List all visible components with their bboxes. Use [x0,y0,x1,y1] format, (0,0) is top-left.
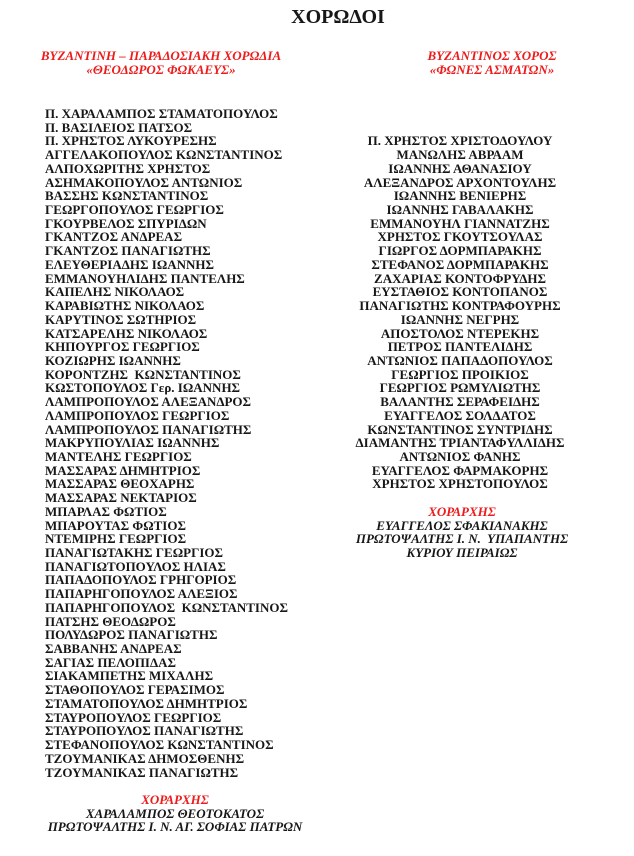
choir-member-name: ΑΛΠΟΧΩΡΙΤΗΣ ΧΡΗΣΤΟΣ [45,160,211,176]
right-choir-member-list [320,134,600,491]
choir-member-name: ΙΩΑΝΝΗΣ ΓΑΒΑΛΑΚΗΣ [386,202,534,218]
choir-member-name: ΣΑΓΙΑΣ ΠΕΛΟΠΙΔΑΣ [45,654,177,670]
choir-member-name: ΠΑΝΑΓΙΩΤΑΚΗΣ ΓΕΩΡΓΙΟΣ [45,545,224,560]
right-conductor-title-line2: ΚΥΡΙΟΥ ΠΕΙΡΑΙΩΣ [406,545,518,561]
choir-member-name: ΙΩΑΝΝΗΣ ΒΕΝΙΕΡΗΣ [393,188,527,204]
choir-member-name: ΓΕΩΡΓΙΟΣ ΡΩΜΥΛΙΩΤΗΣ [379,380,541,396]
choir-member-name: ΜΑΣΣΑΡΑΣ ΘΕΟΧΑΡΗΣ [45,476,195,492]
right-choir-name: ΒΥΖΑΝΤΙΝΟΣ ΧΟΡΟΣ [427,48,557,63]
choir-member-name: ΓΚΑΝΤΖΟΣ ΠΑΝΑΓΙΩΤΗΣ [45,243,211,259]
choir-member-name: ΠΕΤΡΟΣ ΠΑΝΤΕΛΙΔΗΣ [387,339,533,355]
choir-member-name: ΚΑΤΣΑΡΕΛΗΣ ΝΙΚΟΛΑΟΣ [45,325,208,341]
choir-member-name: Π. ΧΡΗΣΤΟΣ ΧΡΙΣΤΟΔΟΥΛΟΥ [367,133,553,149]
choir-member-name: ΠΑΠΑΔΟΠΟΥΛΟΣ ΓΡΗΓΟΡΙΟΣ [45,572,237,588]
choir-member-name: ΜΑΣΣΑΡΑΣ ΔΗΜΗΤΡΙΟΣ [45,462,201,478]
left-choir-subname: «ΘΕΟΔΩΡΟΣ ΦΩΚΑΕΥΣ» [86,61,236,77]
choir-member-name: ΑΝΤΩΝΙΟΣ ΠΑΠΑΔΟΠΟΥΛΟΣ [367,352,553,368]
choir-member-name: ΣΙΑΚΑΜΠΕΤΗΣ ΜΙΧΑΛΗΣ [45,668,214,684]
left-conductor-name: ΧΑΡΑΛΑΜΠΟΣ ΘΕΟΤΟΚΑΤΟΣ [85,805,265,821]
choir-member-name: ΒΑΛΑΝΤΗΣ ΣΕΡΑΦΕΙΔΗΣ [380,394,540,410]
choir-member-name: ΜΠΑΡΟΥΤΑΣ ΦΩΤΙΟΣ [45,517,186,533]
choir-member-name: ΔΙΑΜΑΝΤΗΣ ΤΡΙΑΝΤΑΦΥΛΛΙΔΗΣ [355,435,565,451]
choir-member-name: ΜΑΚΡΥΠΟΥΛΙΑΣ ΙΩΑΝΝΗΣ [45,435,220,451]
choir-member-name: ΑΓΓΕΛΑΚΟΠΟΥΛΟΣ ΚΩΝΣΤΑΝΤΙΝΟΣ [45,147,283,163]
choir-member-name: ΠΑΠΑΡΗΓΟΠΟΥΛΟΣ ΚΩΝΣΤΑΝΤΙΝΟΣ [45,599,288,615]
choir-member-name: ΣΑΒΒΑΝΗΣ ΑΝΔΡΕΑΣ [45,641,182,657]
right-conductor-role-label: ΧΟΡΑΡΧΗΣ [428,503,496,519]
right-conductor-title-line1: ΠΡΩΤΟΨΑΛΤΗΣ Ι. Ν. ΥΠΑΠΑΝΤΗΣ [355,531,569,547]
choir-member-name: ΧΡΗΣΤΟΣ ΧΡΗΣΤΟΠΟΥΛΟΣ [372,476,548,492]
choir-member-name: ΚΑΠΕΛΗΣ ΝΙΚΟΛΑΟΣ [45,284,185,300]
choir-member-name: ΚΩΝΣΤΑΝΤΙΝΟΣ ΣΥΝΤΡΙΔΗΣ [367,421,553,437]
choir-member-name: ΕΥΑΓΓΕΛΟΣ ΦΑΡΜΑΚΟΡΗΣ [371,462,549,478]
left-choir-name: ΒΥΖΑΝΤΙΝΗ – ΠΑΡΑΔΟΣΙΑΚΗ ΧΟΡΩΔΙΑ [40,48,282,63]
choir-member-name: ΚΩΣΤΟΠΟΥΛΟΣ Γερ. ΙΩΑΝΝΗΣ [45,380,241,396]
choir-member-name: ΓΕΩΡΓΙΟΣ ΠΡΟΙΚΙΟΣ [391,366,529,382]
choir-member-name: ΠΑΝΑΓΙΩΤΟΠΟΥΛΟΣ ΗΛΙΑΣ [45,558,226,574]
right-conductor-name: ΕΥΑΓΓΕΛΟΣ ΣΦΑΚΙΑΝΑΚΗΣ [376,517,548,533]
choir-member-name: ΣΤΑΘΟΠΟΥΛΟΣ ΓΕΡΑΣΙΜΟΣ [45,682,225,698]
choir-member-name: Π. ΧΑΡΑΛΑΜΠΟΣ ΣΤΑΜΑΤΟΠΟΥΛΟΣ [45,106,278,121]
left-conductor-title: ΠΡΩΤΟΨΑΛΤΗΣ Ι. Ν. ΑΓ. ΣΟΦΙΑΣ ΠΑΤΡΩΝ [47,819,303,835]
choir-member-name: ΕΜΜΑΝΟΥΗΛ ΓΙΑΝΝΑΤΖΗΣ [370,215,550,231]
choir-member-name: ΜΑΣΣΑΡΑΣ ΝΕΚΤΑΡΙΟΣ [45,490,197,506]
choir-member-name: ΕΜΜΑΝΟΥΗΛΙΔΗΣ ΠΑΝΤΕΛΗΣ [45,270,245,286]
choir-member-name: ΣΤΑΜΑΤΟΠΟΥΛΟΣ ΔΗΜΗΤΡΙΟΣ [45,695,248,711]
choir-member-name: ΕΥΑΓΓΕΛΟΣ ΣΟΛΔΑΤΟΣ [384,407,536,423]
choir-member-name: ΚΑΡΥΤΙΝΟΣ ΣΩΤΗΡΙΟΣ [45,311,197,327]
choir-member-name: Π. ΒΑΣΙΛΕΙΟΣ ΠΑΤΣΟΣ [45,119,193,135]
left-choir-header [11,49,311,76]
page-title: ΧΟΡΩΔΟΙ [291,6,385,28]
choir-member-name: ΚΑΡΑΒΙΩΤΗΣ ΝΙΚΟΛΑΟΣ [45,298,205,314]
choir-member-name: Π. ΧΡΗΣΤΟΣ ΛΥΚΟΥΡΕΣΗΣ [45,133,217,149]
choir-member-name: ΛΑΜΠΡΟΠΟΥΛΟΣ ΠΑΝΑΓΙΩΤΗΣ [45,421,252,437]
choir-member-name: ΓΚΑΝΤΖΟΣ ΑΝΔΡΕΑΣ [45,229,183,245]
choir-member-name: ΛΑΜΠΡΟΠΟΥΛΟΣ ΑΛΕΞΑΝΔΡΟΣ [45,394,252,410]
choir-member-name: ΜΠΑΡΛΑΣ ΦΩΤΙΟΣ [45,503,167,519]
left-choir-conductor-block [25,793,325,834]
choir-member-name: ΓΕΩΡΓΟΠΟΥΛΟΣ ΓΕΩΡΓΙΟΣ [45,202,224,218]
choir-member-name: ΛΑΜΠΡΟΠΟΥΛΟΣ ΓΕΩΡΓΙΟΣ [45,407,230,423]
right-choir-subname: «ΦΩΝΕΣ ΑΣΜΑΤΩΝ» [429,61,555,77]
choir-member-name: ΣΤΕΦΑΝΟΣ ΔΟΡΜΠΑΡΑΚΗΣ [371,256,549,272]
choir-member-name: ΜΑΝΩΛΗΣ ΑΒΡΑΑΜ [396,147,524,163]
choir-member-name: ΤΖΟΥΜΑΝΙΚΑΣ ΠΑΝΑΓΙΩΤΗΣ [45,764,239,780]
choir-member-name: ΠΑΝΑΓΙΩΤΗΣ ΚΟΝΤΡΑΦΟΥΡΗΣ [359,298,561,314]
choir-member-name: ΓΚΟΥΡΒΕΛΟΣ ΣΠΥΡΙΔΩΝ [45,215,207,231]
choir-member-name: ΒΑΣΣΗΣ ΚΩΝΣΤΑΝΤΙΝΟΣ [45,188,209,204]
choir-member-name: ΣΤΕΦΑΝΟΠΟΥΛΟΣ ΚΩΝΣΤΑΝΤΙΝΟΣ [45,737,274,753]
choir-member-name: ΑΠΟΣΤΟΛΟΣ ΝΤΕΡΕΚΗΣ [380,325,540,341]
choir-member-name: ΚΟΡΟΝΤΖΗΣ ΚΩΝΣΤΑΝΤΙΝΟΣ [45,366,241,382]
choir-member-name: ΣΤΑΥΡΟΠΟΥΛΟΣ ΠΑΝΑΓΙΩΤΗΣ [45,723,244,739]
choir-member-name: ΣΤΑΥΡΟΠΟΥΛΟΣ ΓΕΩΡΓΙΟΣ [45,709,222,725]
choir-member-name: ΑΝΤΩΝΙΟΣ ΦΑΝΗΣ [399,448,521,464]
choir-member-name: ΧΡΗΣΤΟΣ ΓΚΟΥΤΣΟΥΛΑΣ [377,229,543,245]
choir-member-name: ΖΑΧΑΡΙΑΣ ΚΟΝΤΟΦΡΥΔΗΣ [374,270,546,286]
left-conductor-role-label: ΧΟΡΑΡΧΗΣ [141,792,209,807]
choir-member-name: ΑΣΗΜΑΚΟΠΟΥΛΟΣ ΑΝΤΩΝΙΟΣ [45,174,243,190]
right-choir-conductor-block [312,505,612,560]
choir-member-name: ΓΙΩΡΓΟΣ ΔΟΡΜΠΑΡΑΚΗΣ [378,243,542,259]
choir-member-name: ΑΛΕΞΑΝΔΡΟΣ ΑΡΧΟΝΤΟΥΛΗΣ [363,174,557,190]
choir-member-name: ΚΟΖΙΩΡΗΣ ΙΩΑΝΝΗΣ [45,352,181,368]
left-choir-member-list [45,107,288,779]
choir-member-name: ΠΑΠΑΡΗΓΟΠΟΥΛΟΣ ΑΛΕΞΙΟΣ [45,586,238,602]
choir-member-name: ΙΩΑΝΝΗΣ ΑΘΑΝΑΣΙΟΥ [388,160,532,176]
choir-member-name: ΠΟΛΥΔΩΡΟΣ ΠΑΝΑΓΙΩΤΗΣ [45,627,218,643]
choir-member-name: ΤΖΟΥΜΑΝΙΚΑΣ ΔΗΜΟΣΘΕΝΗΣ [45,750,245,766]
choir-member-name: ΜΑΝΤΕΛΗΣ ΓΕΩΡΓΙΟΣ [45,448,192,464]
choir-member-name: ΝΤΕΜΙΡΗΣ ΓΕΩΡΓΙΟΣ [45,531,187,547]
choir-member-name: ΚΗΠΟΥΡΓΟΣ ΓΕΩΡΓΙΟΣ [45,339,200,355]
choir-member-name: ΕΛΕΥΘΕΡΙΑΔΗΣ ΙΩΑΝΝΗΣ [45,256,215,272]
choir-member-name: ΙΩΑΝΝΗΣ ΝΕΓΡΗΣ [400,311,520,327]
choir-member-name: ΕΥΣΤΑΘΙΟΣ ΚΟΝΤΟΠΑΝΟΣ [372,284,548,300]
right-choir-header [352,49,632,76]
choir-member-name: ΠΑΤΣΗΣ ΘΕΟΔΩΡΟΣ [45,613,176,629]
